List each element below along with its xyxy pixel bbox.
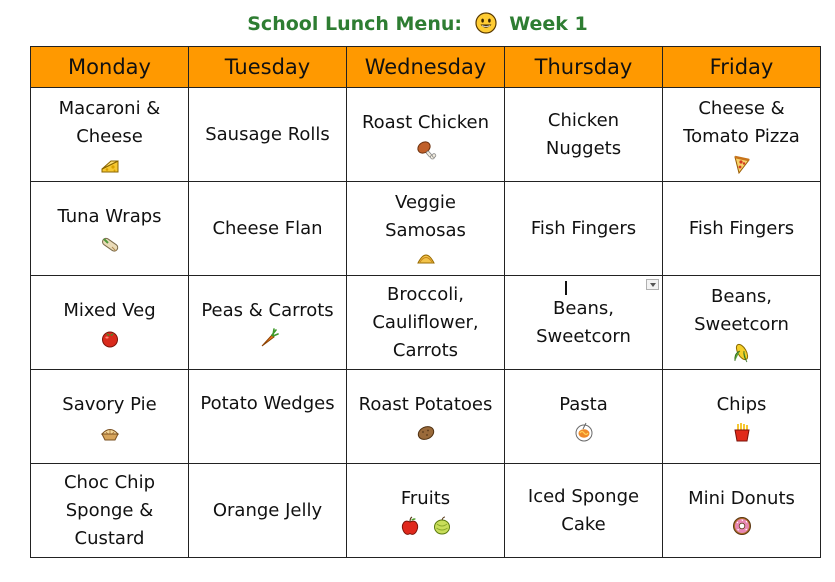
- food-icons: [731, 153, 753, 175]
- menu-cell-monday[interactable]: [31, 464, 189, 558]
- pasta-bowl-icon: [573, 421, 595, 443]
- menu-item-text: Orange Jelly: [212, 499, 323, 521]
- menu-item-text: Cake: [561, 513, 606, 535]
- melon-icon: [431, 515, 453, 537]
- menu-cell-monday[interactable]: [31, 88, 189, 182]
- menu-item: [191, 121, 344, 149]
- menu-item: [507, 483, 660, 539]
- menu-item-text: Carrots: [392, 339, 459, 361]
- menu-item-text: Tuna Wraps: [57, 205, 162, 227]
- menu-item: [349, 109, 502, 161]
- menu-item: [507, 107, 660, 163]
- day-header-row: [31, 47, 821, 88]
- menu-item: [665, 215, 818, 243]
- taco-icon: [415, 247, 437, 269]
- menu-item: [665, 283, 818, 363]
- menu-item-text: Macaroni &: [58, 97, 161, 119]
- menu-cell-friday[interactable]: [663, 370, 821, 464]
- pizza-icon: [731, 153, 753, 175]
- menu-item-text: Choc Chip: [63, 471, 155, 493]
- menu-row: [31, 88, 821, 182]
- menu-item-text: Sausage Rolls: [205, 123, 330, 145]
- menu-cell-wednesday[interactable]: [347, 88, 505, 182]
- apple-icon: [399, 515, 421, 537]
- menu-item-text: Savory Pie: [62, 393, 157, 415]
- menu-cell-wednesday[interactable]: [347, 464, 505, 558]
- menu-item-text: Chicken: [547, 109, 620, 131]
- menu-item-text: Mini Donuts: [688, 487, 795, 509]
- tomato-icon: [99, 327, 121, 349]
- menu-cell-friday[interactable]: [663, 182, 821, 276]
- food-icons: [257, 327, 279, 349]
- menu-item: [33, 95, 186, 175]
- pie-icon: [99, 421, 121, 443]
- food-icons: [415, 421, 437, 443]
- menu-item-text: Tomato Pizza: [683, 125, 800, 147]
- menu-cell-tuesday[interactable]: [189, 182, 347, 276]
- carrot-icon: [257, 327, 279, 349]
- day-header-tuesday: Tuesday: [189, 47, 347, 88]
- menu-item-text: Nuggets: [545, 137, 622, 159]
- menu-item: [349, 485, 502, 537]
- menu-item: [191, 497, 344, 525]
- menu-cell-wednesday[interactable]: [347, 370, 505, 464]
- food-icons: [399, 515, 453, 537]
- menu-cell-wednesday[interactable]: [347, 276, 505, 370]
- menu-item: [33, 297, 186, 349]
- menu-item: [191, 297, 344, 349]
- menu-item-text: Iced Sponge: [527, 485, 640, 507]
- corn-icon: [731, 341, 753, 363]
- menu-cell-thursday[interactable]: [505, 182, 663, 276]
- food-icons: [573, 421, 595, 443]
- menu-cell-wednesday[interactable]: [347, 182, 505, 276]
- food-icons: [99, 153, 121, 175]
- food-icons: [415, 139, 437, 161]
- menu-item-text: Cheese: [76, 125, 143, 147]
- cheese-icon: [99, 153, 121, 175]
- day-header-thursday: Thursday: [505, 47, 663, 88]
- menu-item-text: Samosas: [385, 219, 466, 241]
- food-icons: [731, 421, 753, 443]
- menu-item: [33, 203, 186, 255]
- menu-item: [349, 281, 502, 365]
- menu-item: [665, 391, 818, 443]
- menu-item-text: Sweetcorn: [694, 313, 789, 335]
- smiley-face-icon: [475, 12, 497, 34]
- menu-cell-thursday[interactable]: [505, 88, 663, 182]
- menu-item: [191, 215, 344, 243]
- menu-item: [507, 391, 660, 443]
- food-icons: [731, 515, 753, 537]
- menu-body: [31, 88, 821, 558]
- menu-item: [349, 189, 502, 269]
- menu-item-text: Cheese Flan: [212, 217, 323, 239]
- food-icons: [99, 233, 121, 255]
- menu-item-text: Beans,: [711, 285, 772, 307]
- menu-item: [665, 485, 818, 537]
- menu-item-text: Roast Chicken: [361, 111, 490, 133]
- menu-cell-tuesday[interactable]: [189, 276, 347, 370]
- menu-cell-thursday[interactable]: [505, 370, 663, 464]
- day-header-wednesday: Wednesday: [347, 47, 505, 88]
- menu-title-week: Week 1: [509, 13, 588, 35]
- menu-cell-tuesday[interactable]: [189, 464, 347, 558]
- menu-title-text: School Lunch Menu:: [247, 13, 462, 35]
- menu-cell-friday[interactable]: [663, 276, 821, 370]
- menu-item-text: Fish Fingers: [688, 217, 795, 239]
- menu-item-text: Cauliflower,: [372, 311, 479, 333]
- menu-item-text: Sweetcorn: [536, 325, 631, 347]
- day-header-monday: Monday: [31, 47, 189, 88]
- food-icons: [731, 341, 753, 363]
- menu-cell-friday[interactable]: [663, 88, 821, 182]
- menu-item-text: Fruits: [400, 487, 451, 509]
- chicken-leg-icon: [415, 139, 437, 161]
- menu-item-text: Cheese &: [698, 97, 785, 119]
- menu-item-text: Roast Potatoes: [358, 393, 493, 415]
- menu-cell-monday[interactable]: [31, 276, 189, 370]
- menu-row: [31, 182, 821, 276]
- menu-item: [33, 391, 186, 443]
- food-icons: [415, 247, 437, 269]
- menu-item-text: Mixed Veg: [63, 299, 156, 321]
- menu-item-text: Chips: [716, 393, 767, 415]
- menu-item: [33, 469, 186, 553]
- lunch-menu-table: [30, 46, 821, 558]
- menu-cell-tuesday[interactable]: [189, 88, 347, 182]
- menu-item-text: Beans,: [553, 297, 614, 319]
- menu-item: [507, 215, 660, 243]
- cell-dropdown-button[interactable]: [646, 279, 659, 290]
- fries-icon: [731, 421, 753, 443]
- menu-cell-friday[interactable]: [663, 464, 821, 558]
- potato-icon: [415, 421, 437, 443]
- menu-item: [665, 95, 818, 175]
- text-cursor: [565, 281, 567, 295]
- donut-icon: [731, 515, 753, 537]
- wrap-icon: [99, 233, 121, 255]
- menu-item: [191, 370, 344, 418]
- menu-row: [31, 276, 821, 370]
- food-icons: [99, 421, 121, 443]
- food-icons: [99, 327, 121, 349]
- menu-row: [31, 370, 821, 464]
- menu-item-text: Pasta: [559, 393, 608, 415]
- menu-item-text: Peas & Carrots: [201, 299, 334, 321]
- menu-item: [349, 391, 502, 443]
- menu-item-text: Veggie: [395, 191, 456, 213]
- menu-item-text: Custard: [74, 527, 145, 549]
- menu-item-text: Fish Fingers: [530, 217, 637, 239]
- menu-cell-monday[interactable]: [31, 182, 189, 276]
- menu-cell-thursday[interactable]: [505, 276, 663, 370]
- menu-item-text: Broccoli,: [387, 283, 464, 305]
- menu-cell-tuesday[interactable]: [189, 370, 347, 464]
- menu-cell-monday[interactable]: [31, 370, 189, 464]
- menu-cell-thursday[interactable]: [505, 464, 663, 558]
- menu-row: [31, 464, 821, 558]
- menu-item-text: Potato Wedges: [200, 393, 335, 414]
- menu-item: [507, 295, 660, 351]
- menu-item-text: Sponge &: [65, 499, 154, 521]
- menu-title: [0, 10, 835, 38]
- day-header-friday: Friday: [663, 47, 821, 88]
